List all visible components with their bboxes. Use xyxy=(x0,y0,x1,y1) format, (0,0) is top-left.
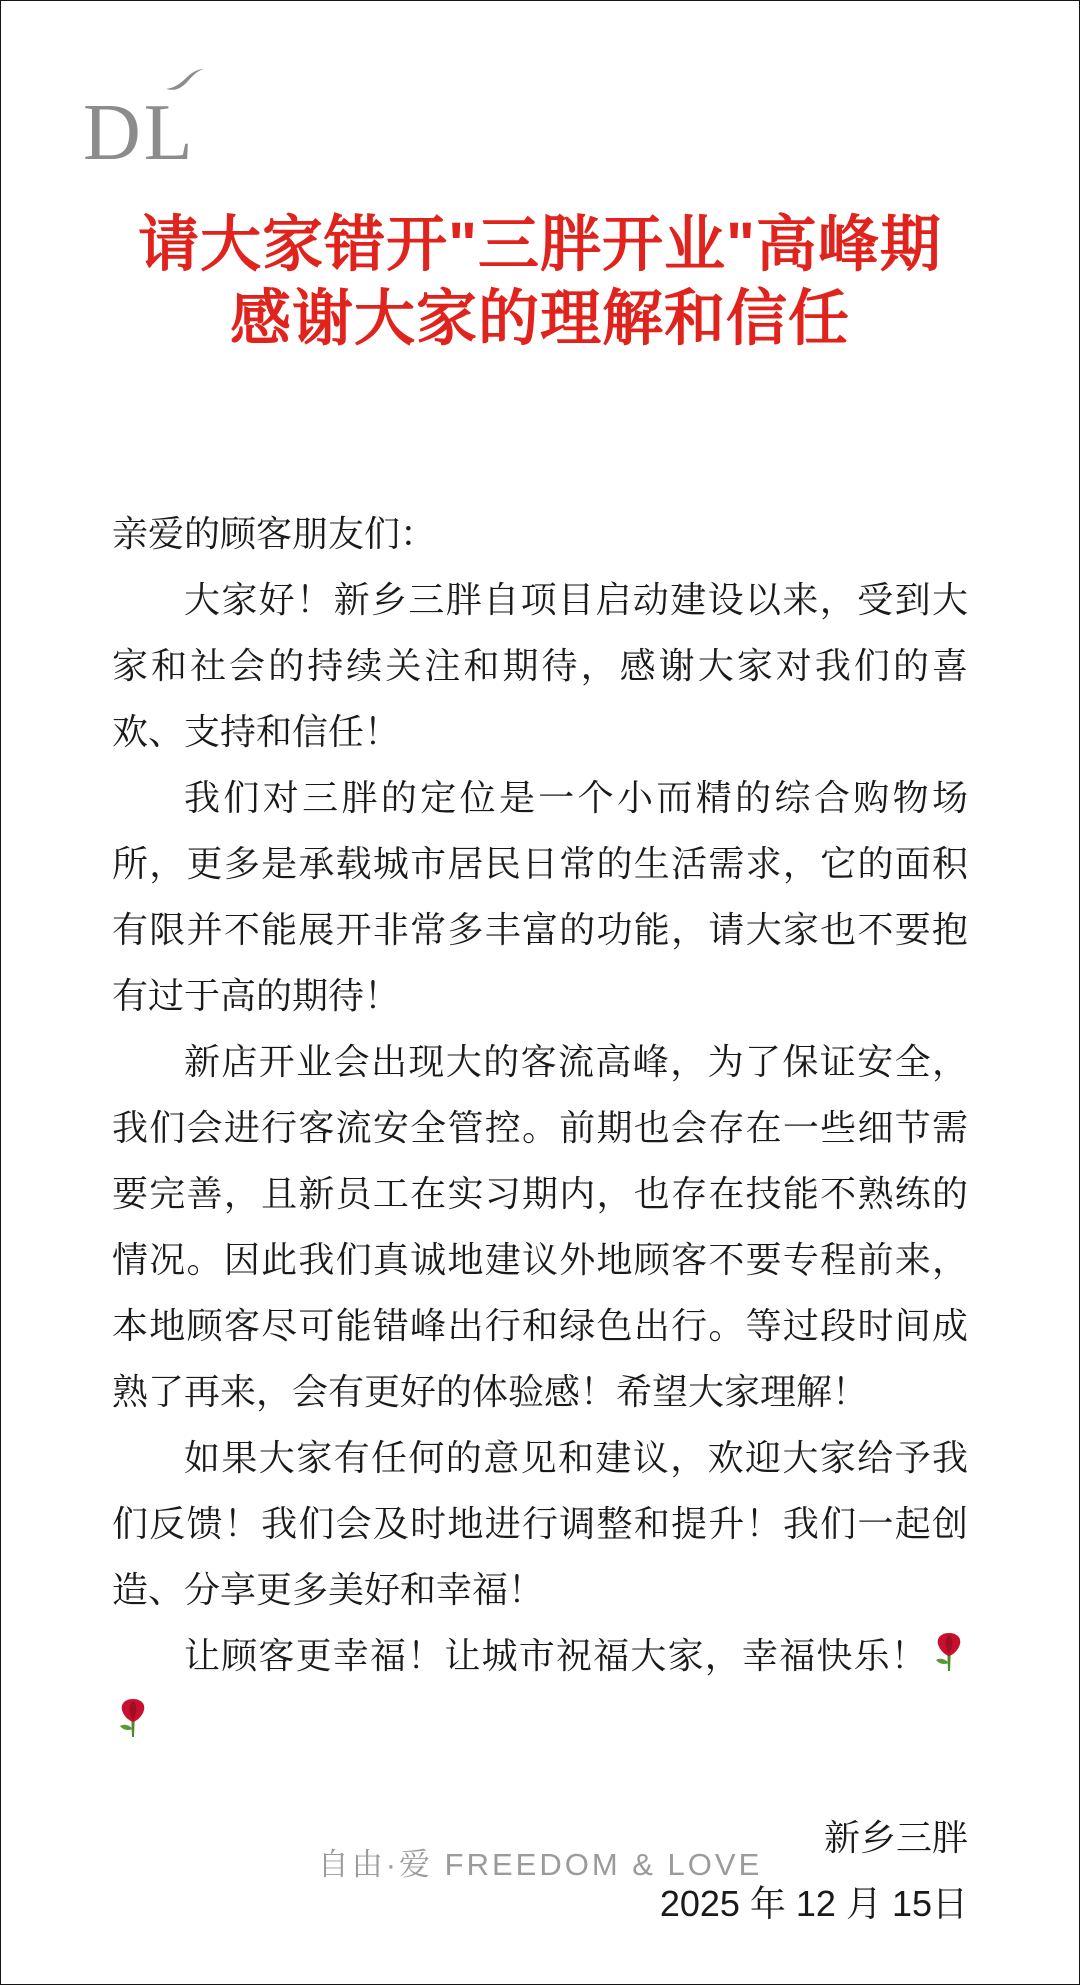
paragraph-2: 我们对三胖的定位是一个小而精的综合购物场所，更多是承载城市居民日常的生活需求，它的面积有限并不能展开非常多丰富的功能，请大家也不要抱有过于高的期待！ xyxy=(112,777,968,1016)
brand-slogan: 自由·爱 FREEDOM & LOVE xyxy=(317,1847,763,1882)
paragraph-3: 新店开业会出现大的客流高峰，为了保证安全，我们会进行客流安全管控。前期也会存在一些细节需要完善，且新员工在实习期内，也存在技能不熟练的情况。因此我们真诚地建议外地顾客不要专程前来，本地顾客尽可能错峰出行和绿色出行。等过段时间成熟了再来，会有更好的体验感！希望大家理解！ xyxy=(112,1041,968,1412)
closing-text: 让顾客更幸福！让城市祝福大家，幸福快乐！ xyxy=(184,1635,928,1676)
signature-name: 新乡三胖 xyxy=(823,1817,968,1858)
page-title-line2: 感谢大家的理解和信任 xyxy=(229,284,850,352)
dl-logo xyxy=(83,89,196,177)
salutation: 亲爱的顾客朋友们： xyxy=(112,513,437,554)
rose-icon xyxy=(114,1697,152,1741)
page-title-line1: 请大家错开"三胖开业"高峰期 xyxy=(138,210,942,278)
page-title xyxy=(1,207,1079,355)
paragraph-4: 如果大家有任何的意见和建议，欢迎大家给予我们反馈！我们会及时地进行调整和提升！我们一起创造、分享更多美好和幸福！ xyxy=(112,1437,968,1610)
signature-date: 2025 年 12 月 15日 xyxy=(659,1883,968,1924)
logo-swoosh-icon xyxy=(164,67,206,93)
dl-logo-text: DL xyxy=(83,89,196,177)
closing-line xyxy=(112,1623,968,1755)
rose-icon xyxy=(930,1631,968,1675)
letter-body xyxy=(112,501,968,1755)
paragraph-1: 大家好！新乡三胖自项目启动建设以来，受到大家和社会的持续关注和期待，感谢大家对我们的喜欢、支持和信任！ xyxy=(112,579,968,752)
